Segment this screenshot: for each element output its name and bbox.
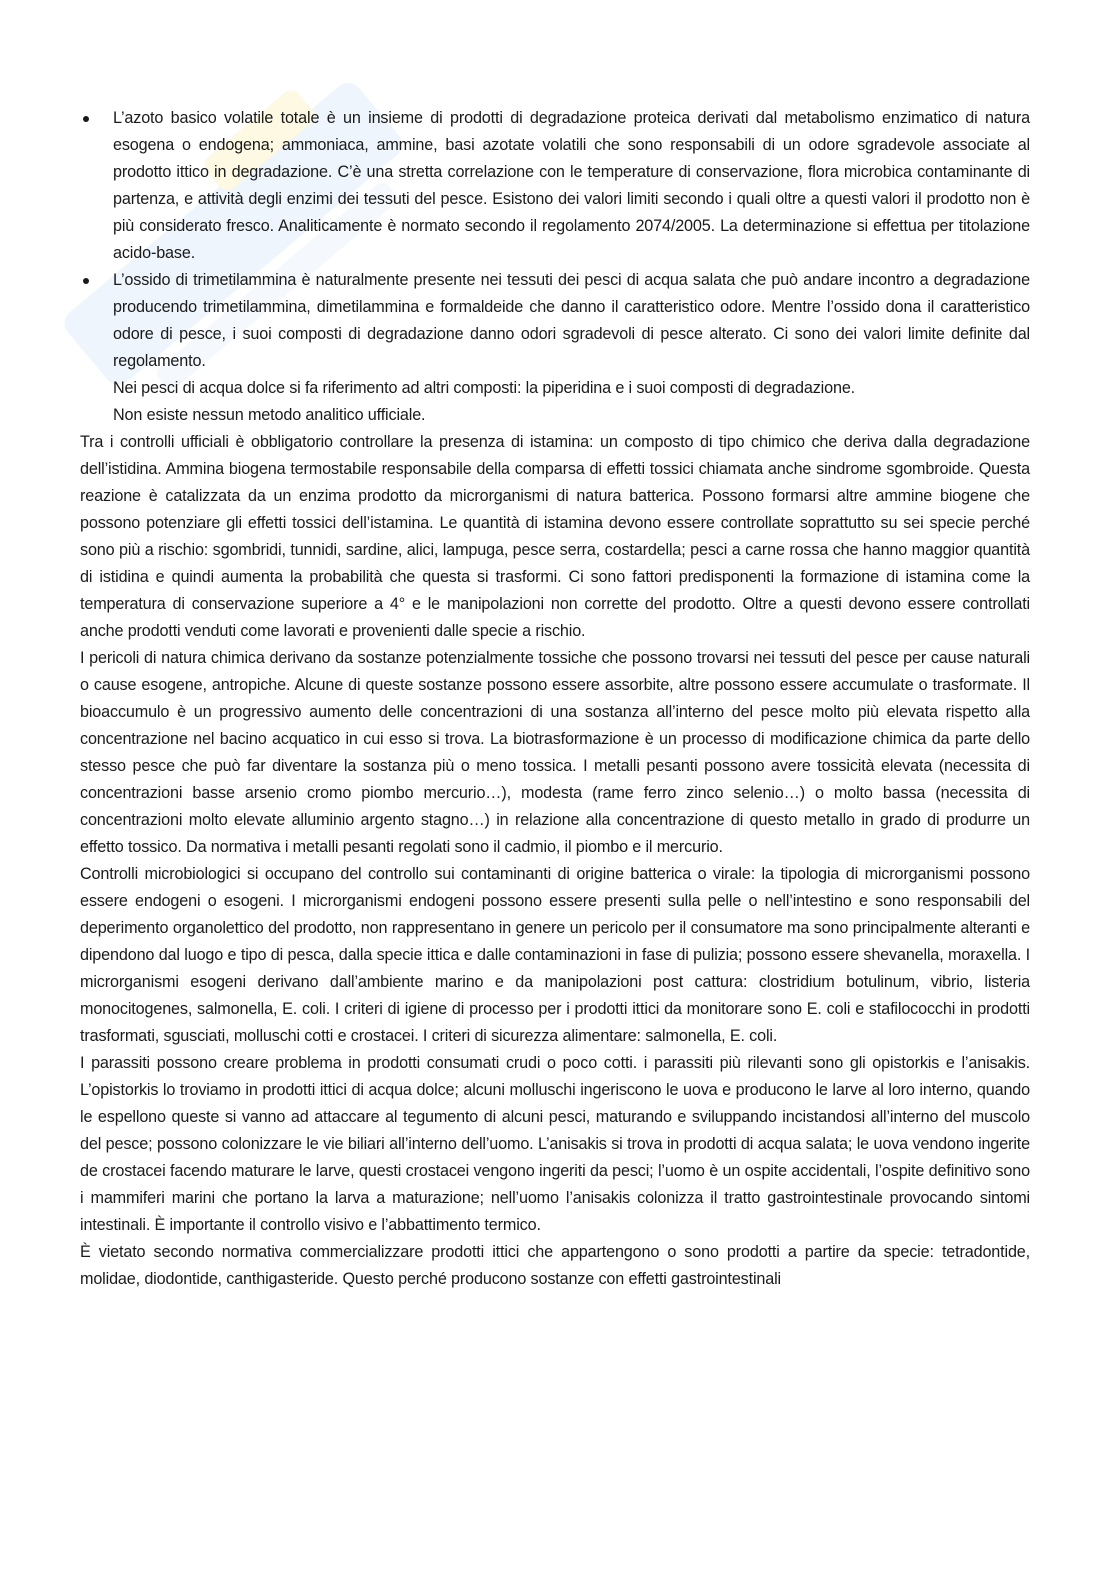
indented-paragraph: Nei pesci di acqua dolce si fa riferimento ad altri composti: la piperidina e i suoi composti di degradazione. [113,379,856,397]
list-item [80,267,1030,375]
indented-paragraph: Non esiste nessun metodo analitico ufficiale. [113,406,426,424]
bullet-list [80,105,1030,375]
paragraph-pericoli-chimici: I pericoli di natura chimica derivano da sostanze potenzialmente tossiche che possono trovarsi nei tessuti del pesce per cause naturali o cause esogene, antropiche. Alcune di queste sostanze possono essere assorbite, altre possono essere accumulate o trasformate. Il bioaccumulo è un progressivo aumento delle concentrazioni di una sostanza all’interno del pesce molto più elevata rispetto alla concentrazione nel bacino acquatico in cui esso si trova. La biotrasformazione è un processo di modificazione chimica da parte dello stesso pesce che può far diventare la sostanza più o meno tossica. I metalli pesanti possono avere tossicità elevata (necessita di concentrazioni basse arsenio cromo piombo mercurio…), modesta (rame ferro zinco selenio…) o molto bassa (necessita di concentrazioni molto elevate alluminio argento stagno…) in relazione alla concentrazione di questo metallo in grado di produrre un effetto tossico. Da normativa i metalli pesanti regolati sono il cadmio, il piombo e il mercurio. [80,649,1030,856]
paragraph-parassiti: I parassiti possono creare problema in prodotti consumati crudi o poco cotti. i parassiti più rilevanti sono gli opistorkis e l’anisakis. L’opistorkis lo troviamo in prodotti ittici di acqua dolce; alcuni molluschi ingeriscono le uova e producono le larve al loro interno, quando le espellono queste si vanno ad attaccare al tegumento di alcuni pesci, maturando e sviluppando incistandosi all’interno del muscolo del pesce; possono colonizzare le vie biliari all’interno dell’uomo. L’anisakis si trova in prodotti di acqua salata; le uova vendono ingerite de crostacei facendo maturare le larve, questi crostacei vengono ingeriti da pesci; l’uomo è un ospite accidentali, l’ospite definitivo sono i mammiferi marini che portano la larva a maturazione; nell’uomo l’anisakis colonizza il tratto gastrointestinale provocando sintomi intestinali. È importante il controllo visivo e l’abbattimento termico. [80,1054,1030,1234]
paragraph-istamina: Tra i controlli ufficiali è obbligatorio controllare la presenza di istamina: un composto di tipo chimico che deriva dalla degradazione dell’istidina. Ammina biogena termostabile responsabile della comparsa di effetti tossici chiamata anche sindrome sgombroide. Questa reazione è catalizzata da un enzima prodotto da microrganismi di natura batterica. Possono formarsi altre ammine biogene che possono potenziare gli effetti tossici dell’istamina. Le quantità di istamina devono essere controllate soprattutto su sei specie perché sono più a rischio: sgombridi, tunnidi, sardine, alici, lampuga, pesce serra, costardella; pesci a carne rossa che hanno maggior quantità di istidina e quindi aumenta la probabilità che questa si trasformi. Ci sono fattori predisponenti la formazione di istamina come la temperatura di conservazione superiore a 4° e le manipolazioni non corrette del prodotto. Oltre a questi devono essere controllati anche prodotti venduti come lavorati e provenienti dalle specie a rischio. [80,433,1030,640]
paragraph-specie-vietate: È vietato secondo normativa commercializzare prodotti ittici che appartengono o sono prodotti a partire da specie: tetradontide, molidae, diodontide, canthigasteride. Questo perché producono sostanze con effetti gastrointestinali [80,1243,1030,1288]
list-item [80,105,1030,267]
document-page [80,105,1030,1293]
list-item-text: L’azoto basico volatile totale è un insieme di prodotti di degradazione proteica derivati dal metabolismo enzimatico di natura esogena o endogena; ammoniaca, ammine, basi azotate volatili che sono responsabili di un odore sgradevole associate al prodotto ittico in degradazione. C’è una stretta correlazione con le temperature di conservazione, flora microbica contaminante di partenza, e attività degli enzimi dei tessuti del pesce. Esistono dei valori limiti secondo i quali oltre a questi valori il prodotto non è più considerato fresco. Analiticamente è normato secondo il regolamento 2074/2005. La determinazione si effettua per titolazione acido-base. [113,109,1030,262]
paragraph-controlli-microbiologici: Controlli microbiologici si occupano del controllo sui contaminanti di origine batterica o virale: la tipologia di microrganismi possono essere endogeni o esogeni. I microrganismi endogeni possono essere presenti sulla pelle o nell’intestino e sono responsabili del deperimento organolettico del prodotto, non rappresentano in genere un pericolo per il consumatore ma sono principalmente alteranti e dipendono dal luogo e tipo di pesca, dalla specie ittica e dalle contaminazioni in fase di pulizia; possono essere shevanella, moraxella. I microrganismi esogeni derivano dall’ambiente marino e da manipolazioni post cattura: clostridium botulinum, vibrio, listeria monocitogenes, salmonella, E. coli. I criteri di igiene di processo per i prodotti ittici da monitorare sono E. coli e stafilococchi in prodotti trasformati, sgusciati, molluschi cotti e crostacei. I criteri di sicurezza alimentare: salmonella, E. coli. [80,865,1030,1045]
list-item-text: L’ossido di trimetilammina è naturalmente presente nei tessuti dei pesci di acqua salata che può andare incontro a degradazione producendo trimetilammina, dimetilammina e formaldeide che danno il caratteristico odore. Mentre l’ossido dona il caratteristico odore di pesce, i suoi composti di degradazione danno odori sgradevoli di pesce alterato. Ci sono dei valori limite definite dal regolamento. [113,271,1030,370]
